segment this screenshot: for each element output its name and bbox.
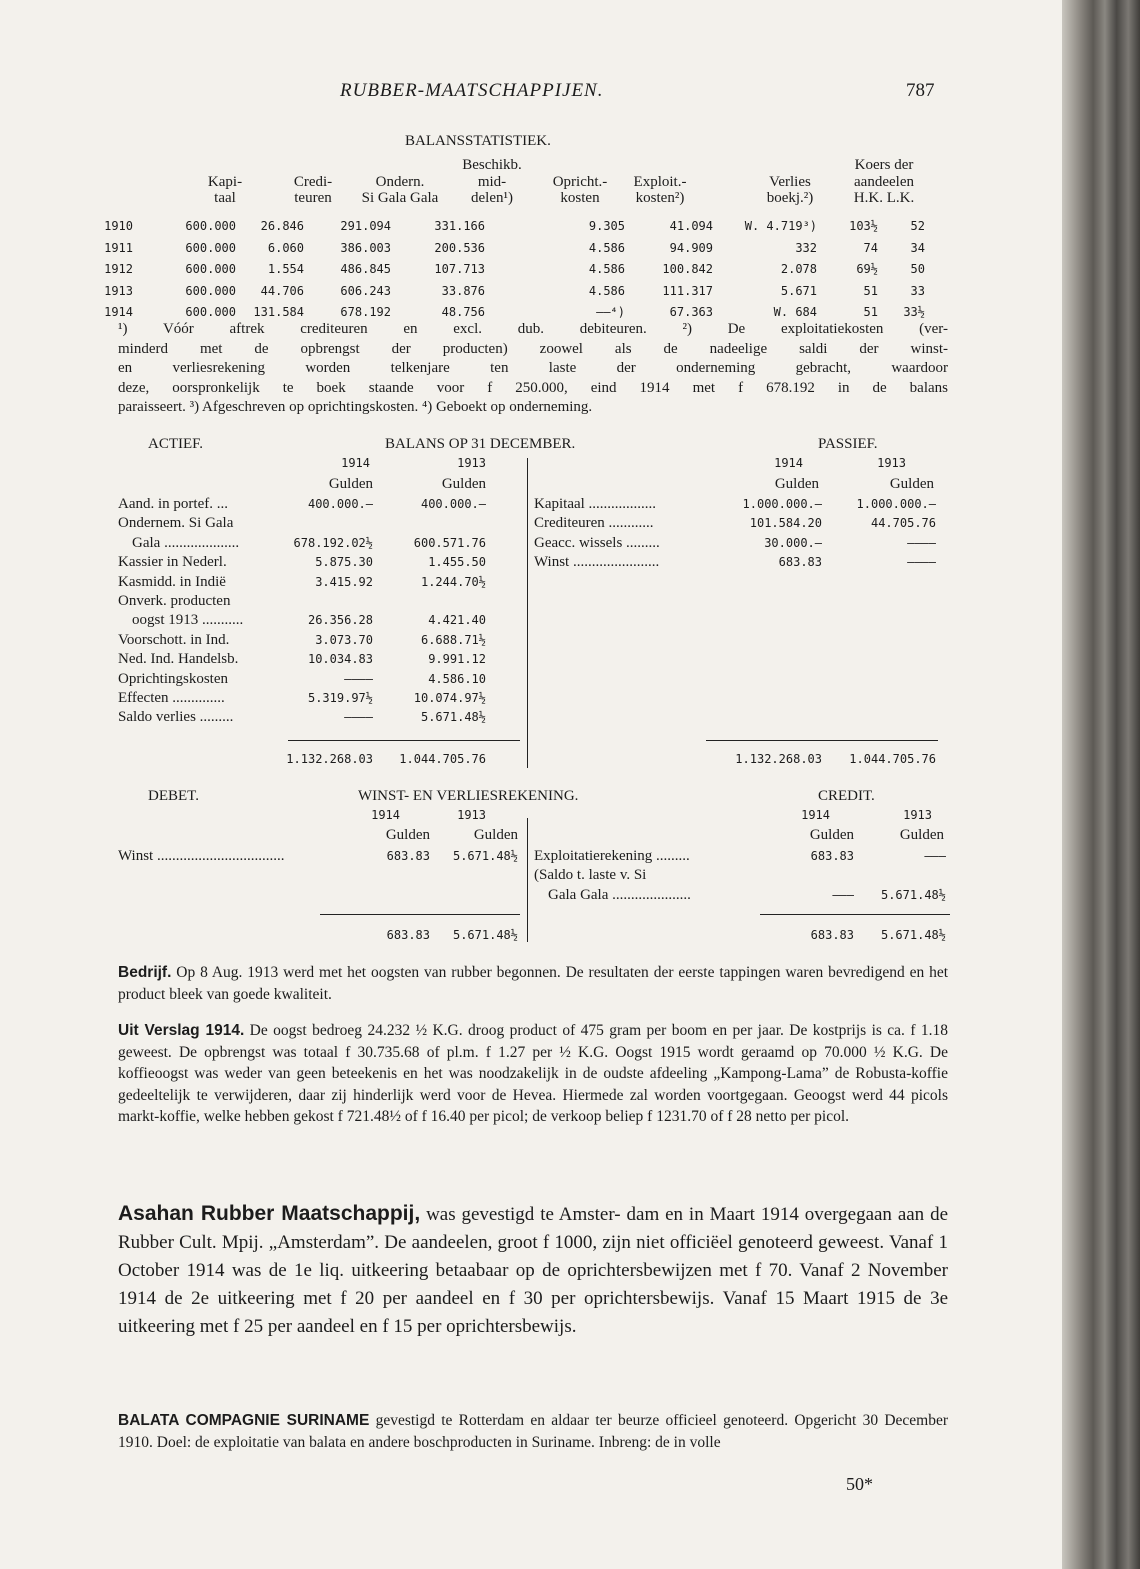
balans-year-passief-1914: 1914	[774, 456, 803, 470]
stats-cell: 386.003	[340, 240, 391, 255]
bedrijf-lead: Bedrijf.	[118, 964, 172, 981]
passief-value-1914: 1.000.000.—	[742, 497, 822, 511]
verslag-line: hinderlijk werd voor de Hevea. Hiermede zal worden voortgegaan. Geoogst werd	[353, 1086, 890, 1104]
stats-cell: 67.363	[669, 305, 713, 319]
asahan-lead: Asahan Rubber Maatschappij,	[118, 1202, 421, 1225]
debet-value-1914: 683.83	[386, 849, 430, 863]
verslag-line: afdeeling „Kampong-Lama” de Robusta-koffie gedeeltelijk te verwijderen, daar zij	[118, 1065, 948, 1104]
asahan-line: en f 30 per oprichtersbewijs. Vanaf 15 Maart 1915 de 3e uitkeering met	[118, 1288, 948, 1337]
stats-cell: 600.000	[185, 219, 236, 233]
winst-unit-credit: Gulden	[899, 827, 944, 843]
passief-value-1913: 44.705.76	[870, 516, 936, 531]
balans-divider	[527, 458, 528, 768]
passief-row-label: Crediteuren ............	[534, 515, 654, 532]
verslag-line: beliep f 1231.70 of f 28 netto per picol.	[605, 1108, 850, 1125]
passief-total-1914: 1.132.268.03	[735, 752, 822, 766]
stats-col-header: taal	[214, 190, 236, 206]
credit-total-1913: 5.671.48½	[880, 928, 946, 942]
stats-col-header: teuren	[294, 190, 332, 206]
stats-cell: 26.846	[260, 219, 304, 233]
actief-value-1913: 1.455.50	[428, 555, 486, 570]
debet-total-1913: 5.671.48½	[452, 928, 518, 942]
stats-cell: 51	[863, 283, 878, 298]
stats-cell: 44.706	[260, 283, 304, 298]
winst-year-credit-1913: 1913	[903, 808, 932, 822]
passief-total-rule	[706, 740, 938, 741]
stats-cell: 4.586	[588, 283, 625, 298]
passief-value-1914: 101.584.20	[749, 516, 822, 531]
balata-line: beurze officieel genoteerd. Opgericht 30 December 1910. Doel: de exploitatie	[118, 1412, 949, 1451]
stats-title: BALANSSTATISTIEK.	[405, 133, 551, 149]
stats-cell: 74	[863, 240, 878, 255]
actief-row-label: Aand. in portef. ...	[118, 496, 228, 512]
stats-note-line: en verliesrekening worden telkenjare ten laste der onderneming gebracht, waardoor	[118, 360, 948, 376]
credit-total-1914: 683.83	[810, 928, 854, 942]
stats-col-header: mid-	[477, 173, 507, 190]
credit-total-rule	[760, 914, 950, 915]
asahan-line: was gevestigd te Amster-	[426, 1204, 627, 1225]
balans-year-passief-1913: 1913	[877, 456, 906, 470]
stats-cell: 2.078	[780, 262, 817, 276]
debet-total-1914: 683.83	[386, 928, 430, 942]
credit-row-label: Gala Gala .....................	[548, 886, 691, 903]
bedrijf-line: der eerste tappingen waren bevredigend en het product bleek van goede kwaliteit.	[118, 964, 948, 1003]
debet-row-label: Winst ..................................	[118, 848, 285, 864]
balans-year-actief-1913: 1913	[457, 456, 486, 470]
stats-cell: 48.756	[441, 305, 485, 319]
actief-value-1913: 1.244.70½	[420, 574, 486, 589]
winst-title: WINST- EN VERLIESREKENING.	[358, 788, 579, 804]
actief-row-label: Saldo verlies .........	[118, 709, 234, 726]
stats-note-line: ¹) Vóór aftrek crediteuren en excl. dub. debiteuren. ²) De exploitatiekosten (ver-	[118, 321, 948, 337]
actief-value-1914: 26.356.28	[307, 613, 373, 628]
actief-row-label: Effecten ..............	[118, 690, 225, 706]
bedrijf-paragraph	[118, 962, 948, 1005]
stats-cell: 111.317	[662, 283, 713, 298]
stats-cell: 94.909	[669, 240, 713, 255]
stats-cell: 9.305	[588, 219, 625, 233]
asahan-line: De aandeelen, groot f 1000, zijn niet officiëel genoteerd geweest. Vanaf	[384, 1232, 939, 1253]
winst-unit-debet: Gulden	[473, 827, 518, 843]
verslag-line: De oogst bedroeg 24.232 ½ K.G. droog product of 475 gram per	[249, 1022, 672, 1039]
passief-row-label: Geacc. wissels .........	[534, 534, 660, 551]
actief-value-1914: 5.875.30	[315, 555, 373, 570]
stats-cell: 332	[795, 240, 817, 255]
actief-row-label: Ned. Ind. Handelsb.	[118, 651, 239, 668]
stats-row-year: 1910	[104, 219, 133, 233]
stats-col-header: Opricht.-	[552, 173, 608, 190]
actief-value-1913: 6.688.71½	[420, 632, 486, 647]
stats-col-header: boekj.²)	[766, 190, 814, 206]
actief-value-1914: 10.034.83	[307, 652, 373, 667]
stats-cell: 600.000	[185, 305, 236, 319]
passief-value-1913: ————	[907, 535, 936, 550]
asahan-line: 1 October 1914 was de 1e liq. uitkeering betaabaar op de oprichtersbewijzen	[118, 1232, 948, 1281]
stats-col-header: Beschikb.	[462, 157, 522, 173]
balata-paragraph	[118, 1410, 948, 1453]
balans-title: BALANS OP 31 DECEMBER.	[385, 436, 576, 452]
stats-row-year: 1912	[104, 262, 133, 276]
actief-value-1913: 5.671.48½	[420, 710, 486, 725]
stats-cell: 51	[863, 305, 878, 319]
balans-unit-actief: Gulden	[441, 476, 486, 492]
page-number: 787	[906, 80, 935, 101]
balans-unit-passief: Gulden	[889, 476, 934, 492]
stats-row-year: 1913	[104, 283, 133, 298]
stats-cell: 200.536	[434, 240, 485, 255]
credit-row-label: Exploitatierekening .........	[534, 848, 690, 864]
stats-cell: 103½	[849, 219, 878, 233]
stats-cell: 1.554	[267, 262, 304, 276]
stats-cell: 33.876	[441, 283, 485, 298]
stats-note-line: minderd met de opbrengst der producten) zoowel als de nadeelige saldi der winst-	[118, 340, 948, 357]
stats-cell: 5.671	[780, 283, 817, 298]
credit-value-1913: ———	[924, 849, 946, 863]
stats-cell: 600.000	[185, 240, 236, 255]
stats-cell: 33½	[903, 305, 925, 319]
debet-value-1913: 5.671.48½	[452, 849, 518, 863]
stats-cell: 52	[910, 219, 925, 233]
winst-year-debet-1914: 1914	[371, 808, 400, 822]
actief-value-1914: 3.415.92	[315, 574, 373, 589]
winst-unit-debet: Gulden	[385, 827, 430, 843]
actief-value-1913: 400.000.—	[420, 497, 486, 511]
running-head: RUBBER-MAATSCHAPPIJEN.	[340, 80, 604, 101]
actief-row-label: Gala ....................	[132, 534, 240, 551]
stats-col-header: aandeelen	[854, 173, 914, 190]
debet-label: DEBET.	[148, 788, 199, 804]
stats-col-header: kosten²)	[635, 190, 685, 206]
verslag-paragraph	[118, 1020, 948, 1128]
asahan-line: met f 70. Vanaf 2 November 1914 de 2e uitkeering met f 20 per aandeel	[118, 1260, 948, 1309]
actief-value-1914: 400.000.—	[307, 497, 373, 511]
balata-line: van balata en andere boschproducten in Suriname. Inbreng: de in volle	[282, 1433, 721, 1451]
stats-cell: 600.000	[185, 283, 236, 298]
stats-col-header: Ondern.	[375, 173, 425, 190]
verslag-line: koffieoogst was weder van geen beteekenis en het was noodzakelijk in de oudste	[118, 1065, 650, 1082]
stats-cell: 4.586	[588, 262, 625, 276]
actief-row-label: Voorschott. in Ind.	[118, 631, 230, 648]
actief-value-1914: 678.192.02½	[293, 535, 373, 550]
bedrijf-line: Op 8 Aug. 1913 werd met het oogsten van rubber begonnen. De resultaten	[176, 964, 654, 981]
stats-cell: 6.060	[267, 240, 304, 255]
asahan-line: f 25 per aandeel en f 15 per oprichtersbewijs.	[233, 1316, 577, 1337]
actief-value-1914: 5.319.97½	[307, 691, 373, 705]
stats-col-header: Koers der	[854, 157, 914, 173]
actief-value-1913: 4.421.40	[428, 613, 486, 628]
verslag-line: 44 picols markt-koffie, welke hebben gekost f 721.48½ of f 16.40 per picol; de verkoop	[118, 1086, 948, 1125]
actief-label: ACTIEF.	[148, 436, 204, 452]
stats-cell: 291.094	[340, 219, 391, 233]
actief-row-label: Kasmidd. in Indië	[118, 573, 226, 590]
stats-cell: 600.000	[185, 262, 236, 276]
signature-mark: 50*	[846, 1474, 873, 1494]
actief-value-1914: ————	[344, 671, 373, 686]
passief-value-1914: 30.000.—	[764, 535, 822, 550]
stats-cell: 486.845	[340, 262, 391, 276]
winst-year-credit-1914: 1914	[801, 808, 830, 822]
stats-col-header: delen¹)	[471, 190, 513, 206]
winst-divider	[527, 818, 528, 942]
stats-col-header: kosten	[560, 190, 600, 206]
actief-value-1914: 3.073.70	[315, 632, 373, 647]
stats-cell: 41.094	[669, 219, 713, 233]
stats-note-line: paraisseert. ³) Afgeschreven op oprichtingskosten. ⁴) Geboekt op onderneming.	[118, 399, 593, 415]
actief-value-1914: ————	[344, 710, 373, 725]
credit-label: CREDIT.	[818, 788, 875, 804]
stats-cell: 107.713	[434, 262, 485, 276]
stats-col-header: H.K. L.K.	[853, 190, 915, 206]
stats-cell: 50	[910, 262, 925, 276]
stats-col-header: Credi-	[293, 173, 333, 190]
stats-cell: W. 684	[773, 305, 817, 319]
credit-row-label: (Saldo t. laste v. Si	[534, 867, 647, 884]
stats-col-header: Exploit.-	[633, 173, 687, 190]
balans-unit-passief: Gulden	[774, 476, 819, 492]
actief-value-1913: 600.571.76	[413, 535, 486, 550]
stats-cell: 100.842	[662, 262, 713, 276]
actief-row-label: Onverk. producten	[118, 593, 231, 609]
stats-cell: 331.166	[434, 219, 485, 233]
actief-row-label: Ondernem. Si Gala	[118, 515, 234, 532]
verslag-lead: Uit Verslag 1914.	[118, 1022, 245, 1039]
balata-line: gevestigd te Rotterdam en aldaar ter	[375, 1412, 618, 1429]
passief-value-1913: 1.000.000.—	[856, 497, 936, 511]
passief-total-1913: 1.044.705.76	[849, 752, 936, 766]
actief-row-label: oogst 1913 ...........	[132, 612, 244, 629]
stats-col-header: Si Gala Gala	[361, 190, 439, 206]
actief-total-rule	[288, 740, 520, 741]
balans-unit-actief: Gulden	[328, 476, 373, 492]
actief-row-label: Oprichtingskosten	[118, 670, 228, 687]
stats-cell: ——⁴)	[596, 305, 625, 319]
stats-col-header: Kapi-	[207, 173, 243, 190]
credit-value-1913: 5.671.48½	[880, 887, 946, 902]
passief-value-1914: 683.83	[778, 555, 822, 570]
stats-cell: 69½	[856, 262, 878, 276]
actief-row-label: Kassier in Nederl.	[118, 554, 227, 571]
verslag-line: f 30.735.68 of pl.m. f 1.27 per ½ K.G. Oogst 1915 wordt geraamd op 70.000 ½ K.G. De	[345, 1043, 948, 1061]
credit-value-1914: 683.83	[810, 849, 854, 863]
passief-label: PASSIEF.	[818, 436, 878, 452]
verslag-line: boom en per jaar. De kostprijs is ca. f 1.18 geweest. De opbrengst was totaal	[118, 1022, 949, 1061]
actief-total-1914: 1.132.268.03	[286, 752, 373, 766]
stats-cell: 4.586	[588, 240, 625, 255]
stats-cell: W. 4.719³)	[744, 219, 817, 233]
book-edge	[1062, 0, 1140, 1569]
stats-cell: 33	[910, 283, 925, 298]
debet-total-rule	[320, 914, 520, 915]
stats-cell: 606.243	[340, 283, 391, 298]
actief-total-1913: 1.044.705.76	[399, 752, 486, 766]
stats-cell: 678.192	[340, 305, 391, 319]
stats-cell: 131.584	[253, 305, 304, 319]
stats-cell: 34	[910, 240, 925, 255]
stats-row-year: 1911	[104, 240, 133, 255]
stats-row-year: 1914	[104, 305, 133, 319]
asahan-line: dam en in Maart 1914 overgegaan aan de Rubber Cult. Mpij. „Amsterdam”.	[118, 1204, 949, 1253]
balata-lead: BALATA COMPAGNIE SURINAME	[118, 1412, 370, 1429]
balans-year-actief-1914: 1914	[341, 456, 370, 470]
passief-value-1913: ————	[907, 555, 936, 570]
stats-note-line: deze, oorspronkelijk te boek staande voor f 250.000, eind 1914 met f 678.192 in de balans	[118, 379, 948, 396]
stats-col-header: Verlies	[769, 173, 811, 190]
winst-unit-credit: Gulden	[809, 827, 854, 843]
asahan-paragraph	[118, 1200, 948, 1341]
actief-value-1913: 4.586.10	[428, 671, 486, 686]
passief-row-label: Kapitaal ..................	[534, 496, 657, 512]
passief-row-label: Winst .......................	[534, 554, 660, 571]
winst-year-debet-1913: 1913	[457, 808, 486, 822]
actief-value-1913: 10.074.97½	[413, 691, 486, 705]
credit-value-1914: ———	[832, 887, 854, 902]
actief-value-1913: 9.991.12	[428, 652, 486, 667]
